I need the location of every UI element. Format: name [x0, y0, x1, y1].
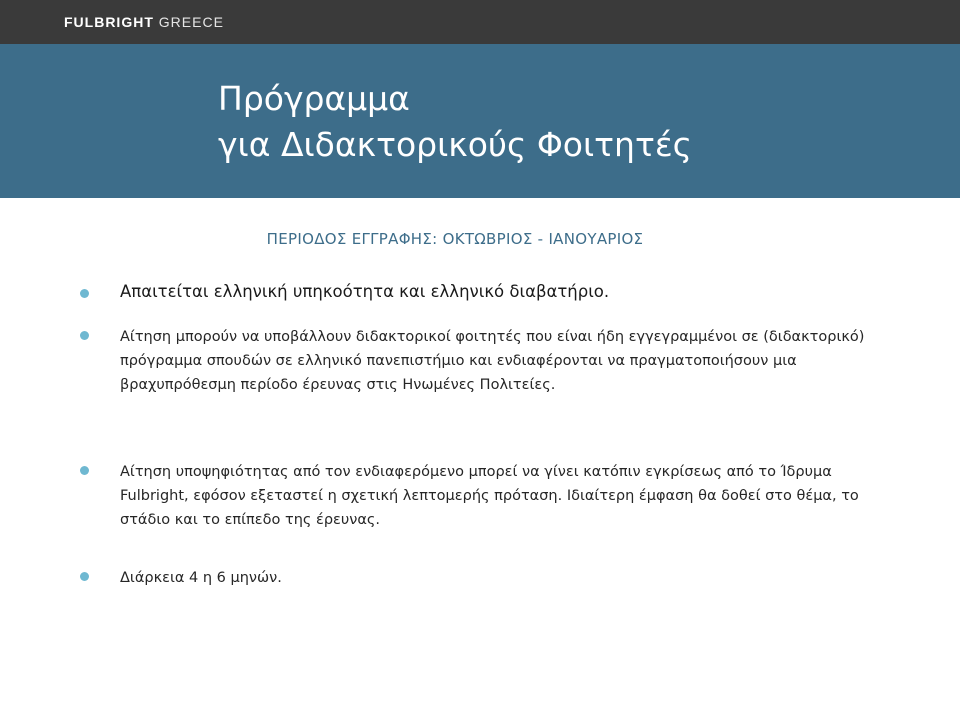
- top-bar: [0, 0, 960, 44]
- registration-period-heading: ΠΕΡΙΟΔΟΣ ΕΓΓΡΑΦΗΣ: ΟΚΤΩΒΡΙΟΣ - ΙΑΝΟΥΑΡΙΟΣ: [266, 230, 644, 248]
- brand-country: GREECE: [158, 14, 224, 30]
- bullet-text: Αίτηση μπορούν να υποβάλλουν διδακτορικοί φοιτητές που είναι ήδη εγγεγραμμένοι σε (διδακτορικό) πρόγραμμα σπουδών σε ελληνικό πανεπιστήμιο και ενδιαφέρονται να πραγματοποιήσουν μια βραχυπρόθεσμη περίοδο έρευνας στις Ηνωμένες Πολιτείες.: [120, 329, 865, 393]
- bullet-text: Απαιτείται ελληνική υπηκοότητα και ελληνικό διαβατήριο.: [120, 282, 610, 301]
- brand-name: FULBRIGHT: [64, 14, 154, 30]
- slide-title-line-2: για Διδακτορικούς Φοιτητές: [218, 125, 693, 164]
- brand-logo: [64, 14, 224, 30]
- slide-title: [218, 76, 692, 168]
- bullet-text: Αίτηση υποψηφιότητας από τον ενδιαφερόμενο μπορεί να γίνει κατόπιν εγκρίσεως από το Ίδρυμα Fulbright, εφόσον εξεταστεί η σχετική λεπτομερής πρόταση. Ιδιαίτερη έμφαση θα δοθεί στο θέμα, το στάδιο και το επίπεδο της έρευνας.: [120, 464, 859, 528]
- bullet-text: Διάρκεια 4 η 6 μηνών.: [120, 570, 282, 586]
- bullet-dot-icon: [80, 331, 89, 340]
- slide-title-line-1: Πρόγραμμα: [218, 79, 410, 118]
- bullet-dot-icon: [80, 572, 89, 581]
- bullet-dot-icon: [80, 289, 89, 298]
- bullet-dot-icon: [80, 466, 89, 475]
